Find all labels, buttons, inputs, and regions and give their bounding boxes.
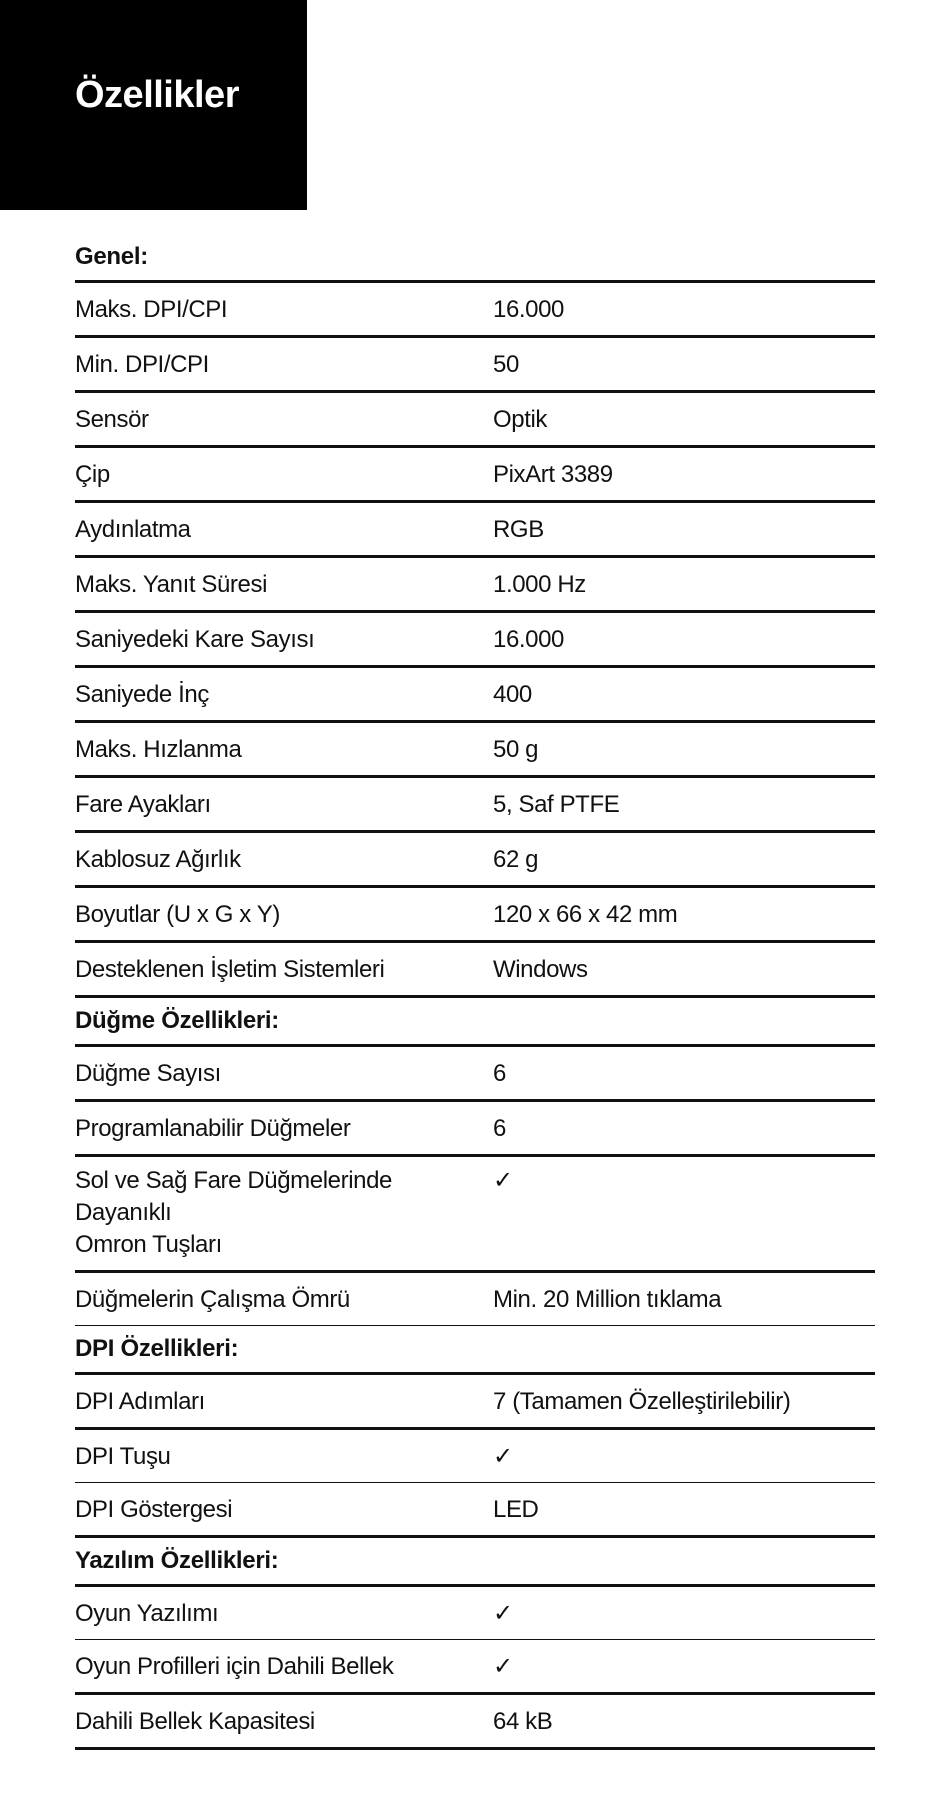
row-value: 120 x 66 x 42 mm <box>493 901 678 928</box>
row-label: DPI Adımları <box>75 1388 205 1415</box>
row-value: RGB <box>493 516 544 543</box>
row-label-line: Omron Tuşları <box>75 1231 222 1258</box>
row-label <box>75 1165 493 1261</box>
row-label: Kablosuz Ağırlık <box>75 846 241 873</box>
row-value: PixArt 3389 <box>493 461 613 488</box>
checkmark-icon: ✓ <box>493 1443 513 1470</box>
table-row <box>75 723 875 778</box>
row-label: DPI Göstergesi <box>75 1496 233 1523</box>
section-header-buttons: Düğme Özellikleri: <box>75 998 875 1047</box>
table-row <box>75 338 875 393</box>
table-row <box>75 668 875 723</box>
row-label: Maks. Hızlanma <box>75 736 242 763</box>
row-value: 400 <box>493 681 532 708</box>
table-row <box>75 613 875 668</box>
checkmark-icon: ✓ <box>493 1600 513 1627</box>
row-value: Min. 20 Million tıklama <box>493 1286 722 1313</box>
table-row <box>75 1483 875 1538</box>
table-row <box>75 1273 875 1326</box>
row-label: Çip <box>75 461 110 488</box>
row-label-line: Sol ve Sağ Fare Düğmelerinde <box>75 1167 392 1194</box>
section-header-dpi: DPI Özellikleri: <box>75 1326 875 1375</box>
row-value: LED <box>493 1496 539 1523</box>
row-value: 50 g <box>493 736 539 763</box>
table-row <box>75 1640 875 1695</box>
row-value: 7 (Tamamen Özelleştirilebilir) <box>493 1388 791 1415</box>
table-row <box>75 503 875 558</box>
checkmark-icon: ✓ <box>493 1167 513 1194</box>
table-row <box>75 1587 875 1640</box>
row-value: 1.000 Hz <box>493 571 586 598</box>
row-value: 6 <box>493 1115 506 1142</box>
table-row <box>75 393 875 448</box>
row-label: Dahili Bellek Kapasitesi <box>75 1708 315 1735</box>
row-value: 16.000 <box>493 296 565 323</box>
row-label: Oyun Yazılımı <box>75 1600 219 1627</box>
table-row <box>75 1157 875 1273</box>
table-row <box>75 558 875 613</box>
row-label: Oyun Profilleri için Dahili Bellek <box>75 1653 394 1680</box>
row-label: Maks. DPI/CPI <box>75 296 228 323</box>
row-label: Saniyedeki Kare Sayısı <box>75 626 315 653</box>
table-row <box>75 833 875 888</box>
checkmark-icon: ✓ <box>493 1653 513 1680</box>
row-label: Düğmelerin Çalışma Ömrü <box>75 1286 350 1313</box>
row-value: 6 <box>493 1060 506 1087</box>
row-label: Fare Ayakları <box>75 791 211 818</box>
title-block <box>0 0 307 210</box>
table-row <box>75 283 875 338</box>
table-row <box>75 888 875 943</box>
row-label: Aydınlatma <box>75 516 191 543</box>
row-label: Boyutlar (U x G x Y) <box>75 901 280 928</box>
row-value: Windows <box>493 956 588 983</box>
row-label: Min. DPI/CPI <box>75 351 209 378</box>
page-title: Özellikler <box>75 74 239 116</box>
table-row <box>75 943 875 998</box>
row-value: 62 g <box>493 846 539 873</box>
row-label: Sensör <box>75 406 149 433</box>
table-row <box>75 1430 875 1483</box>
row-value: Optik <box>493 406 548 433</box>
row-value: 64 kB <box>493 1708 553 1735</box>
row-label-line: Dayanıklı <box>75 1199 172 1226</box>
table-row <box>75 448 875 503</box>
row-label: DPI Tuşu <box>75 1443 171 1470</box>
table-row <box>75 1375 875 1430</box>
row-value: 5, Saf PTFE <box>493 791 620 818</box>
row-label: Programlanabilir Düğmeler <box>75 1115 351 1142</box>
table-row <box>75 1695 875 1750</box>
table-row <box>75 1102 875 1157</box>
row-value: 50 <box>493 351 519 378</box>
table-row <box>75 778 875 833</box>
row-label: Düğme Sayısı <box>75 1060 221 1087</box>
row-label: Maks. Yanıt Süresi <box>75 571 267 598</box>
section-header-genel: Genel: <box>75 234 875 283</box>
table-row <box>75 1047 875 1102</box>
row-label: Desteklenen İşletim Sistemleri <box>75 956 385 983</box>
section-header-software: Yazılım Özellikleri: <box>75 1538 875 1587</box>
row-value: 16.000 <box>493 626 565 653</box>
row-label: Saniyede İnç <box>75 681 209 708</box>
spec-table <box>75 234 875 1750</box>
